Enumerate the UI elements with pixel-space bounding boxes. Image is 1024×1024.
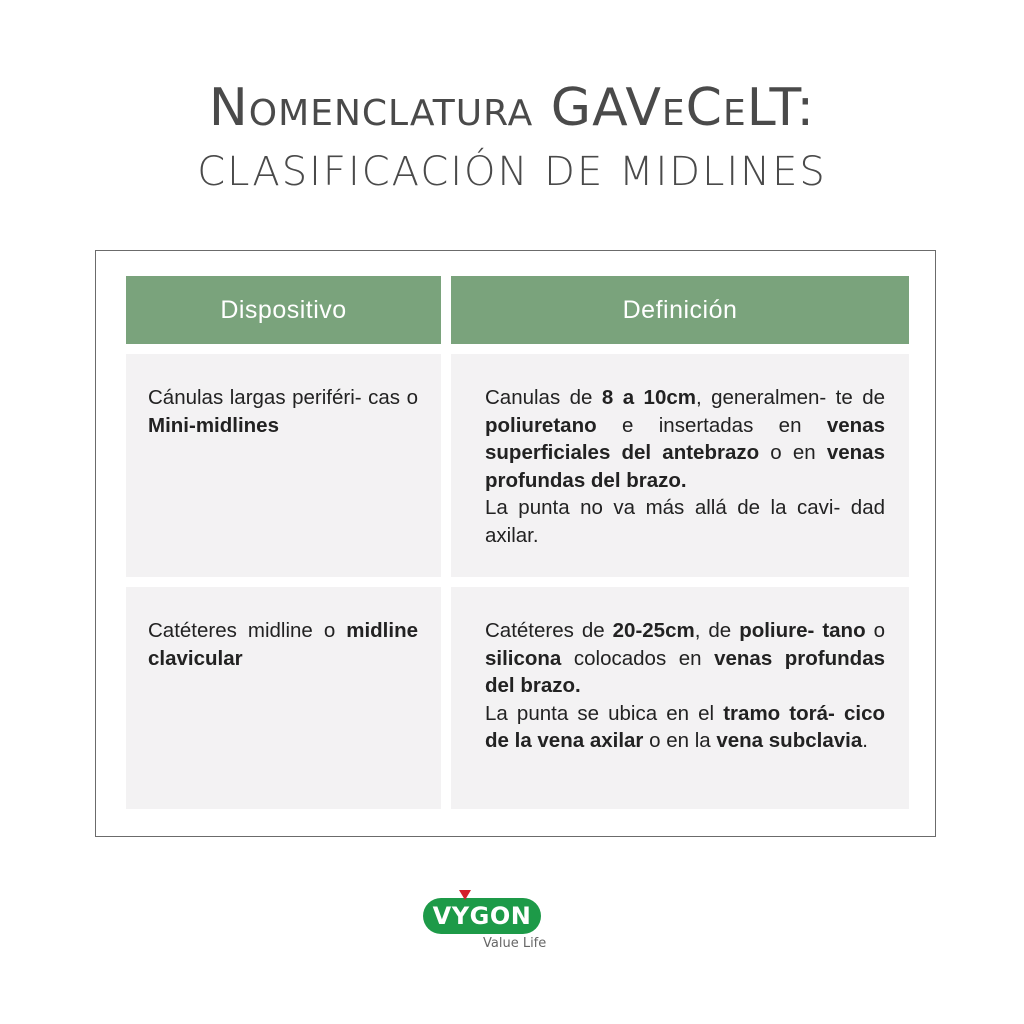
row1-def-seg-bold: poliuretano [485, 413, 597, 437]
row2-def-seg: o [865, 619, 885, 642]
logo-tagline: Value Life [483, 936, 547, 951]
row1-def-seg: , generalmen- te de [696, 386, 885, 409]
row2-note-seg-bold: tramo torá- cico de la vena axilar [485, 701, 885, 752]
page-title: Nomenclatura GAVeCeLT: [208, 78, 816, 138]
row2-definition-cell [451, 587, 909, 809]
title-block [0, 72, 1024, 200]
row2-def-seg: Catéteres de [485, 619, 613, 642]
row2-note-seg: o en la [643, 729, 717, 752]
row2-definition-text [485, 617, 885, 755]
row1-definition-text [485, 384, 885, 549]
row1-device-text [148, 384, 418, 439]
row2-note-seg-bold: vena subclavia [716, 729, 863, 752]
vygon-logo [423, 890, 563, 955]
row1-def-seg-bold: venas profundas del brazo. [485, 441, 885, 492]
row2-def-seg-bold: 20-25cm [612, 619, 695, 642]
row2-def-seg-bold: silicona [485, 646, 562, 670]
header-dispositivo: Dispositivo [126, 276, 441, 344]
page-subtitle: CLASIFICACIÓN DE MIDLINES [197, 149, 827, 195]
row1-device-bold: Mini-midlines [148, 413, 279, 437]
row1-definition-cell [451, 354, 909, 577]
row2-device-text [148, 617, 418, 672]
row1-device-cell [126, 354, 441, 577]
logo-wordmark: VYGON [432, 902, 532, 930]
row2-note-seg: La punta se ubica en el [485, 701, 724, 725]
row2-note-seg: . [862, 729, 868, 752]
row1-def-note: La punta no va más allá de la cavi- dad axilar. [485, 496, 885, 547]
row2-def-seg-bold: venas profundas del brazo. [485, 646, 886, 697]
row2-def-seg: , de [694, 619, 740, 642]
classification-table [95, 250, 936, 837]
row2-device-cell [126, 587, 441, 809]
header-definicion: Definición [451, 276, 909, 344]
row1-def-seg: o en [759, 441, 827, 464]
row1-def-seg-bold: venas superficiales del antebrazo [485, 413, 885, 464]
row2-def-seg-bold: poliure- tano [739, 619, 866, 642]
row1-def-seg: e insertadas en [596, 413, 827, 437]
row1-def-seg: Canulas de [485, 386, 602, 409]
row2-def-seg: colocados en [561, 646, 715, 670]
row1-def-seg-bold: 8 a 10cm [601, 386, 696, 409]
row2-device-plain: Catéteres midline o [148, 619, 347, 642]
row1-device-plain: Cánulas largas periféri- cas o [148, 386, 418, 409]
row2-device-bold: midline clavicular [148, 619, 418, 670]
